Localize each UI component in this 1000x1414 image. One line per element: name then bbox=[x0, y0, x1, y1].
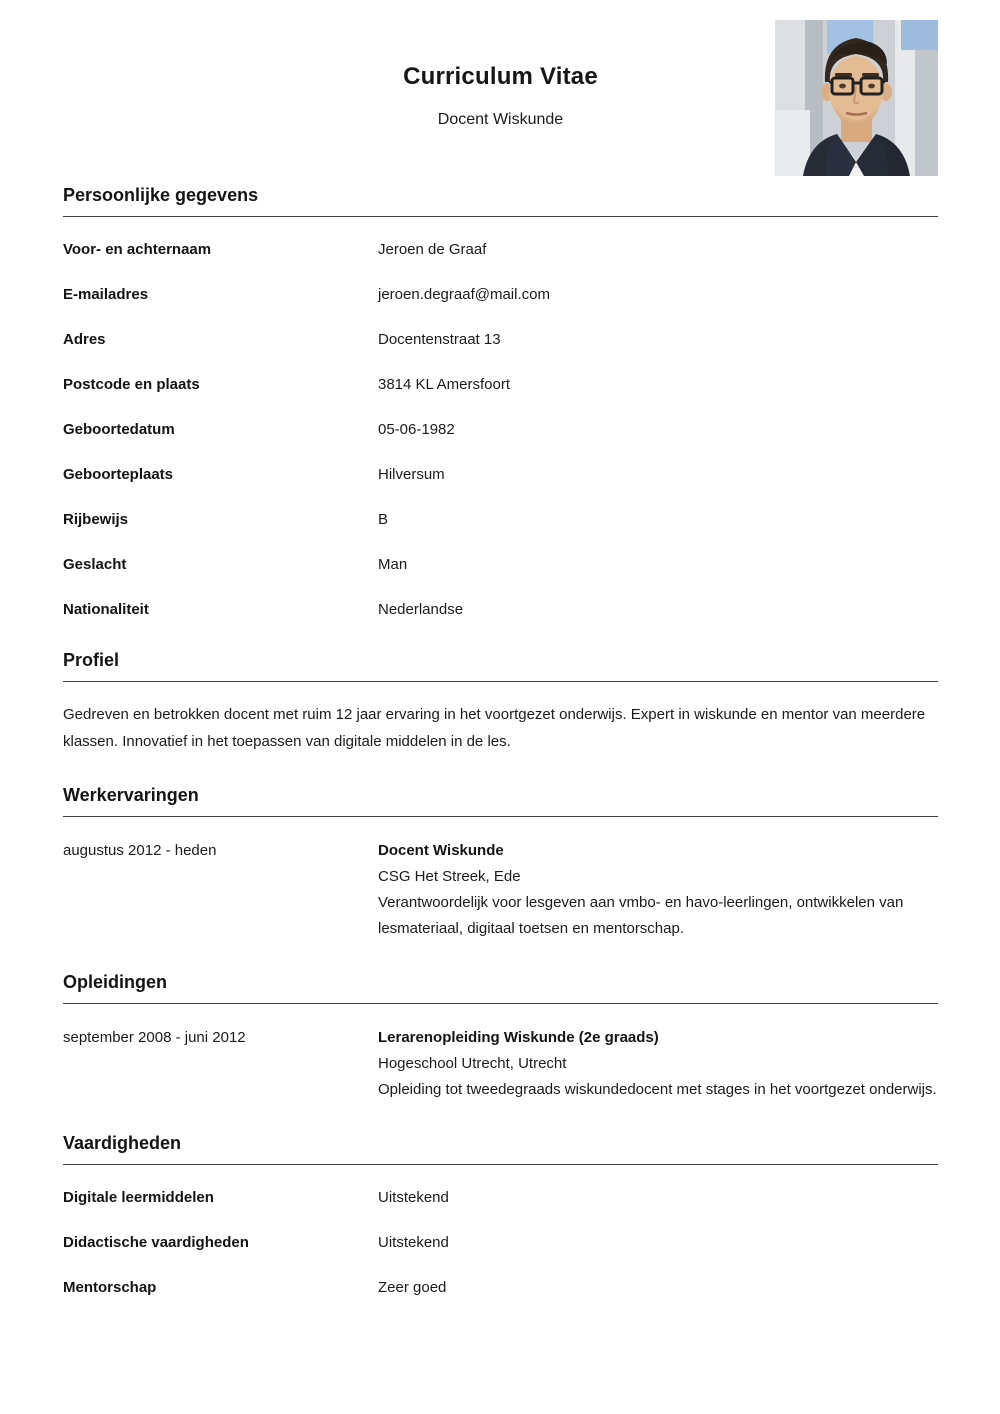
section-rule bbox=[63, 816, 938, 817]
field-label: Geboortedatum bbox=[63, 421, 175, 438]
field-value: B bbox=[378, 511, 389, 528]
field-label: Rijbewijs bbox=[63, 511, 129, 528]
field-row-birthdate bbox=[63, 419, 938, 440]
skills-list bbox=[63, 1187, 938, 1298]
section-heading-profile: Profiel bbox=[63, 650, 120, 670]
section-profile bbox=[63, 648, 938, 755]
personal-fields bbox=[63, 239, 938, 620]
section-work bbox=[63, 783, 938, 942]
field-row-nationality bbox=[63, 599, 938, 620]
document-subtitle: Docent Wiskunde bbox=[437, 111, 564, 128]
entry-organization: CSG Het Streek, Ede bbox=[378, 868, 521, 885]
skill-level: Zeer goed bbox=[378, 1279, 447, 1296]
field-value: 3814 KL Amersfoort bbox=[378, 376, 511, 393]
field-label: Geslacht bbox=[63, 556, 127, 573]
profile-photo bbox=[775, 20, 938, 176]
section-education bbox=[63, 970, 938, 1103]
field-row-postcode-city bbox=[63, 374, 938, 395]
field-label: Adres bbox=[63, 331, 106, 348]
field-value: Docentenstraat 13 bbox=[378, 331, 501, 348]
field-row-gender bbox=[63, 554, 938, 575]
entry-title: Lerarenopleiding Wiskunde (2e graads) bbox=[378, 1029, 659, 1046]
skill-row-didactic bbox=[63, 1232, 938, 1253]
skill-row-digital bbox=[63, 1187, 938, 1208]
entry-description: Opleiding tot tweedegraads wiskundedocent met stages in het voortgezet onderwijs. bbox=[378, 1081, 937, 1098]
entry-description: Verantwoordelijk voor lesgeven aan vmbo- en havo-leerlingen, ontwikkelen van lesmateriaal, digitaal toetsen en mentorschap. bbox=[378, 894, 904, 937]
work-entry bbox=[63, 838, 938, 942]
section-rule bbox=[63, 216, 938, 217]
field-row-drivers-license bbox=[63, 509, 938, 530]
field-row-email bbox=[63, 284, 938, 305]
profile-photo-illustration bbox=[775, 20, 938, 176]
field-value: jeroen.degraaf@mail.com bbox=[378, 286, 550, 303]
field-label: E-mailadres bbox=[63, 286, 149, 303]
entry-period: september 2008 - juni 2012 bbox=[63, 1029, 246, 1046]
field-label: Geboorteplaats bbox=[63, 466, 174, 483]
field-value: Nederlandse bbox=[378, 601, 464, 618]
section-heading-work: Werkervaringen bbox=[63, 785, 199, 805]
field-label: Postcode en plaats bbox=[63, 376, 200, 393]
entry-period: augustus 2012 - heden bbox=[63, 842, 217, 859]
document-header bbox=[63, 0, 938, 175]
entry-title: Docent Wiskunde bbox=[378, 842, 504, 859]
education-entry bbox=[63, 1025, 938, 1103]
section-heading-skills: Vaardigheden bbox=[63, 1133, 182, 1153]
section-skills bbox=[63, 1131, 938, 1298]
field-value: Jeroen de Graaf bbox=[378, 241, 487, 258]
section-rule bbox=[63, 1003, 938, 1004]
section-rule bbox=[63, 681, 938, 682]
field-label: Nationaliteit bbox=[63, 601, 149, 618]
field-row-address bbox=[63, 329, 938, 350]
skill-level: Uitstekend bbox=[378, 1234, 449, 1251]
skill-row-mentorship bbox=[63, 1277, 938, 1298]
field-row-name bbox=[63, 239, 938, 260]
field-row-birthplace bbox=[63, 464, 938, 485]
entry-body bbox=[378, 838, 938, 942]
field-value: Hilversum bbox=[378, 466, 445, 483]
entry-body bbox=[378, 1025, 938, 1103]
section-heading-personal: Persoonlijke gegevens bbox=[63, 185, 259, 205]
field-value: 05-06-1982 bbox=[378, 421, 455, 438]
skill-label: Mentorschap bbox=[63, 1279, 157, 1296]
profile-text: Gedreven en betrokken docent met ruim 12 jaar ervaring in het voortgezet onderwijs. Expert in wiskunde en mentor van meerdere klassen. Innovatief in het toepassen van digitale middelen in de les. bbox=[63, 706, 926, 750]
skill-level: Uitstekend bbox=[378, 1189, 449, 1206]
skill-label: Didactische vaardigheden bbox=[63, 1234, 249, 1251]
entry-organization: Hogeschool Utrecht, Utrecht bbox=[378, 1055, 567, 1072]
section-rule bbox=[63, 1164, 938, 1165]
field-value: Man bbox=[378, 556, 408, 573]
skill-label: Digitale leermiddelen bbox=[63, 1189, 214, 1206]
section-personal bbox=[63, 183, 938, 620]
field-label: Voor- en achternaam bbox=[63, 241, 212, 258]
document-title: Curriculum Vitae bbox=[403, 63, 598, 90]
section-heading-education: Opleidingen bbox=[63, 972, 168, 992]
